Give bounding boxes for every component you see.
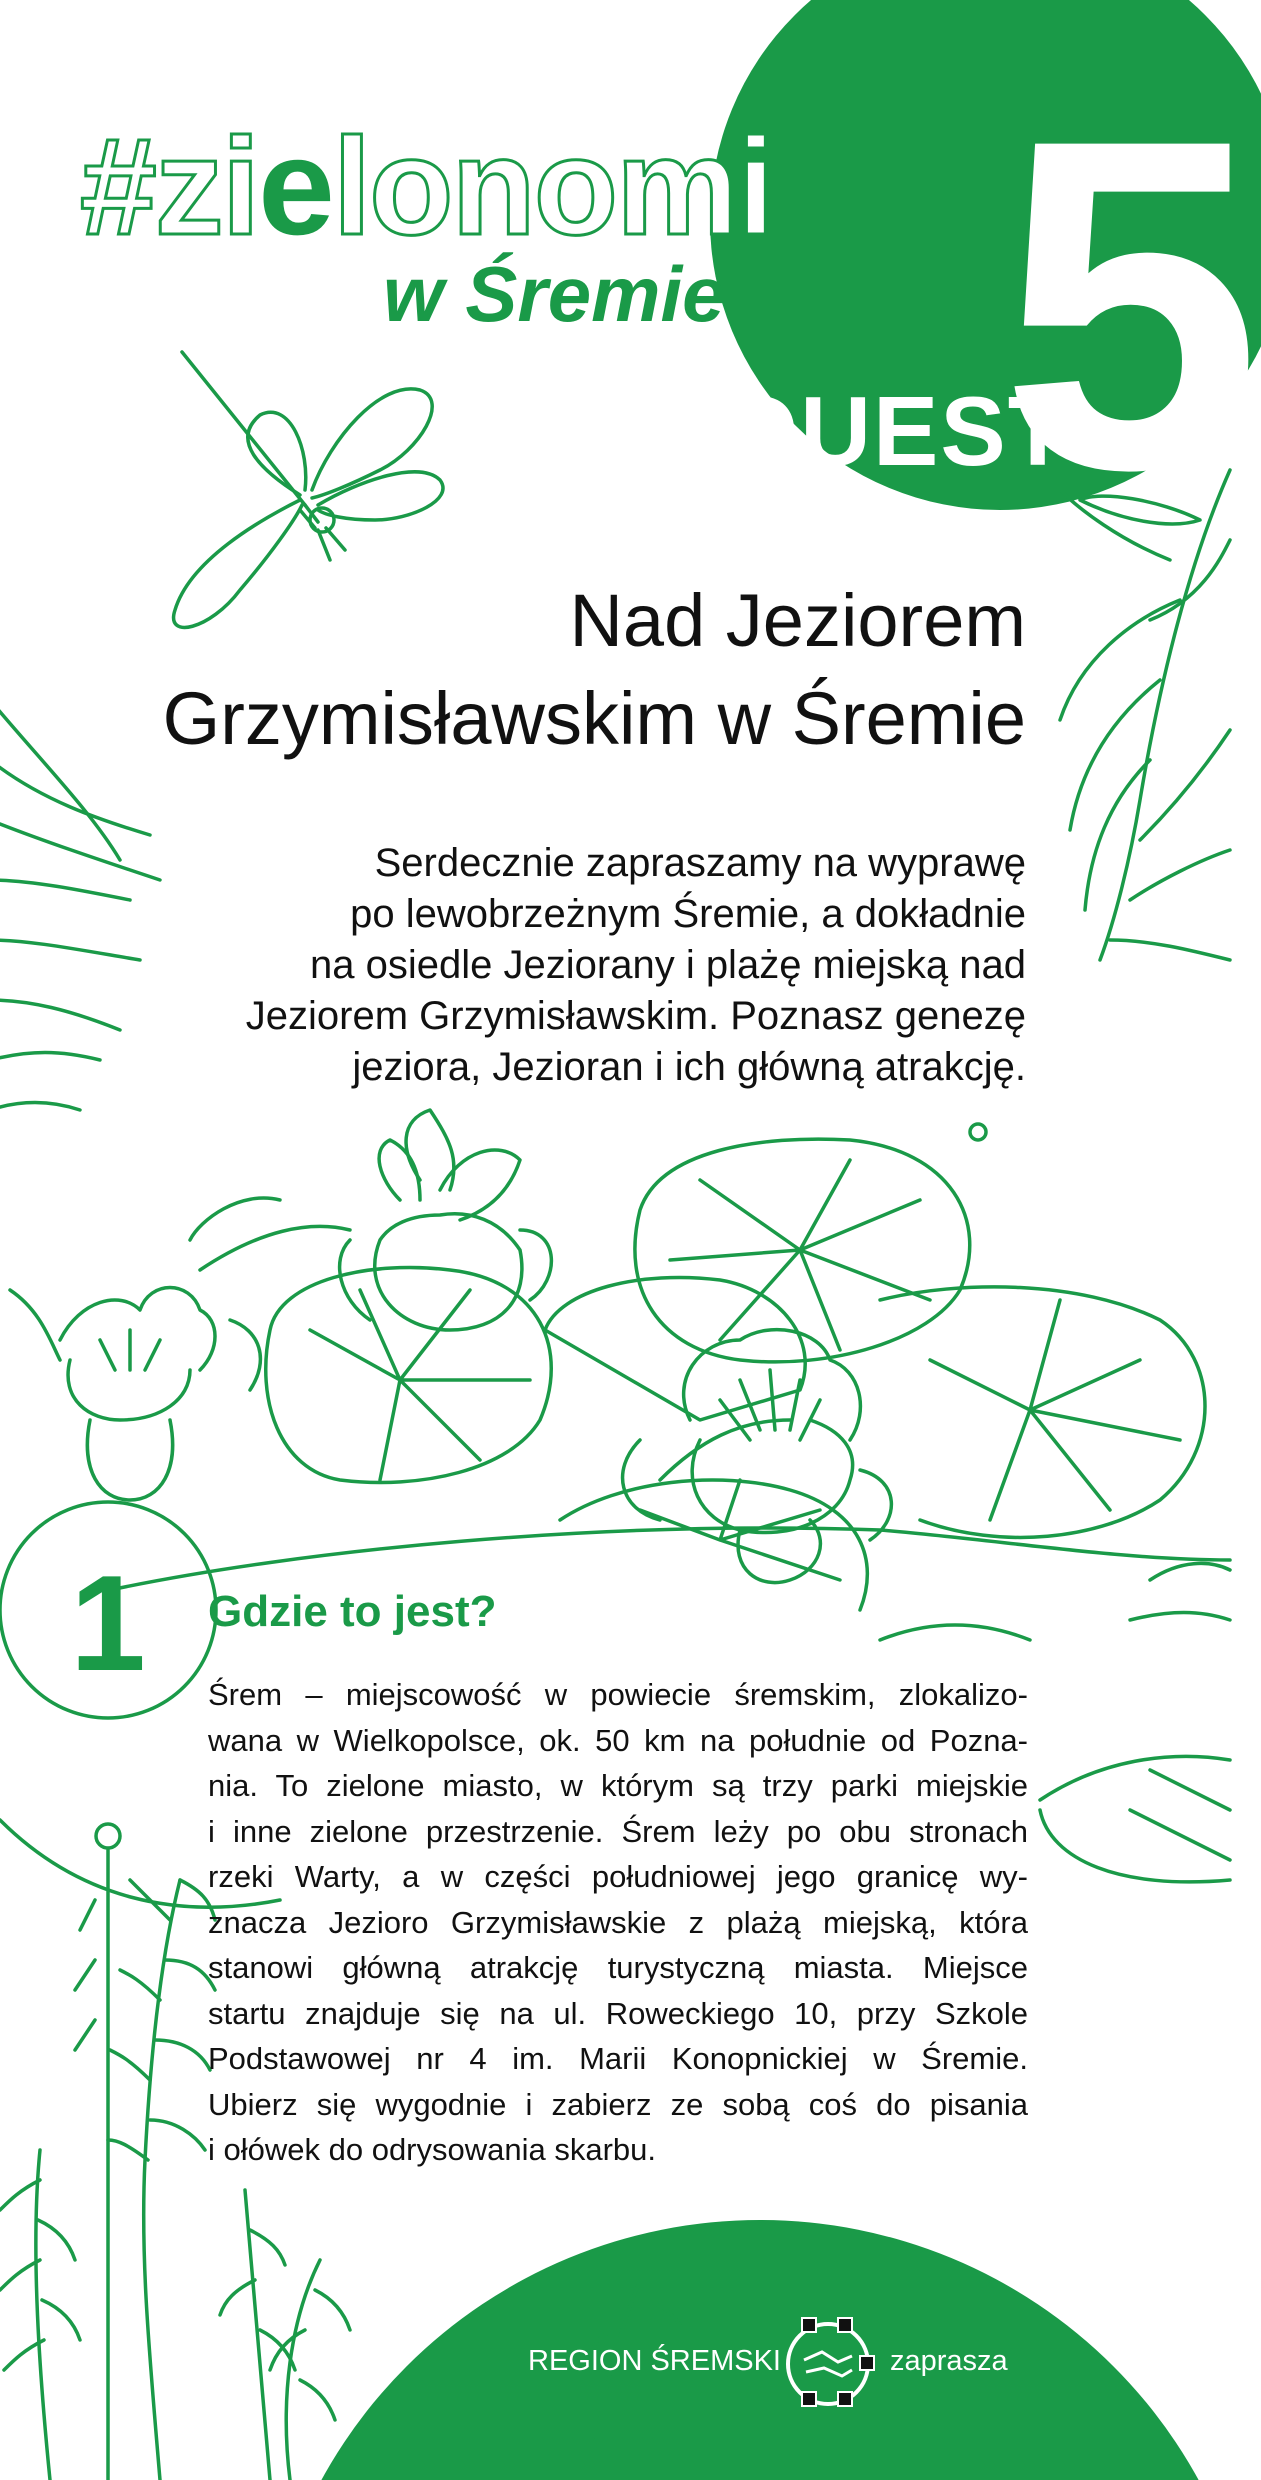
body-line: Śrem – miejscowość w powiecie śremskim, zlokalizo- — [208, 1677, 1028, 1712]
intro-line: jeziora, Jezioran i ich główną atrakcję. — [352, 1045, 1026, 1089]
brand-hashtag-end: lonomi — [332, 110, 774, 264]
intro-line: Serdecznie zapraszamy na wyprawę — [374, 841, 1026, 885]
section-heading: Gdzie to jest? — [208, 1587, 497, 1636]
section-number: 1 — [70, 1547, 146, 1699]
footer-invite-label: zaprasza — [890, 2345, 1008, 2377]
lake-line — [1040, 1756, 1230, 1800]
body-line: i inne zielone przestrzenie. Śrem leży po obu stronach — [208, 1813, 1028, 1849]
quest-label: QUEST — [722, 376, 1070, 486]
quest-number: 5 — [1000, 42, 1261, 567]
brand-subtitle: w Śremie — [383, 250, 726, 338]
intro-paragraph — [126, 838, 1026, 1093]
body-line: Ubierz się wygodnie i zabierz ze sobą coś do pisania — [208, 2086, 1028, 2122]
body-line: znacza Jezioro Grzymisławskie z plażą miejską, która — [208, 1904, 1028, 1940]
body-line: Podstawowej nr 4 im. Marii Konopnickiej w Śremie. — [208, 2041, 1028, 2076]
body-line: nia. To zielone miasto, w którym są trzy parki miejskie — [208, 1768, 1028, 1803]
body-line: startu znajduje się na ul. Roweckiego 10, przy Szkole — [208, 1995, 1028, 2031]
page-title — [126, 572, 1026, 768]
brand-hashtag-start: #zi — [80, 110, 259, 264]
lake-strokes — [1130, 1770, 1230, 1860]
body-line: i ołówek do odrysowania skarbu. — [208, 2132, 657, 2167]
brand-hashtag — [80, 110, 774, 264]
brand-hashtag-highlight: e — [258, 110, 333, 264]
intro-line: po lewobrzeżnym Śremie, a dokładnie — [350, 892, 1026, 936]
body-line: stanowi główną atrakcję turystyczną miasta. Miejsce — [208, 1950, 1028, 1985]
body-line: wana w Wielkopolsce, ok. 50 km na południe od Pozna- — [208, 1722, 1028, 1758]
footer-region-label: REGION ŚREMSKI — [528, 2345, 781, 2377]
page-title-line-2: Grzymisławskim w Śremie — [162, 677, 1026, 760]
body-line: rzeki Warty, a w części południowej jego granicę wy- — [208, 1859, 1028, 1894]
section-body — [208, 1672, 1028, 2173]
page-title-line-1: Nad Jeziorem — [569, 579, 1026, 662]
river-upper-line — [110, 1528, 1230, 1590]
intro-line: Jeziorem Grzymisławskim. Poznasz genezę — [245, 994, 1026, 1038]
intro-line: na osiedle Jeziorany i plażę miejską nad — [310, 943, 1026, 987]
